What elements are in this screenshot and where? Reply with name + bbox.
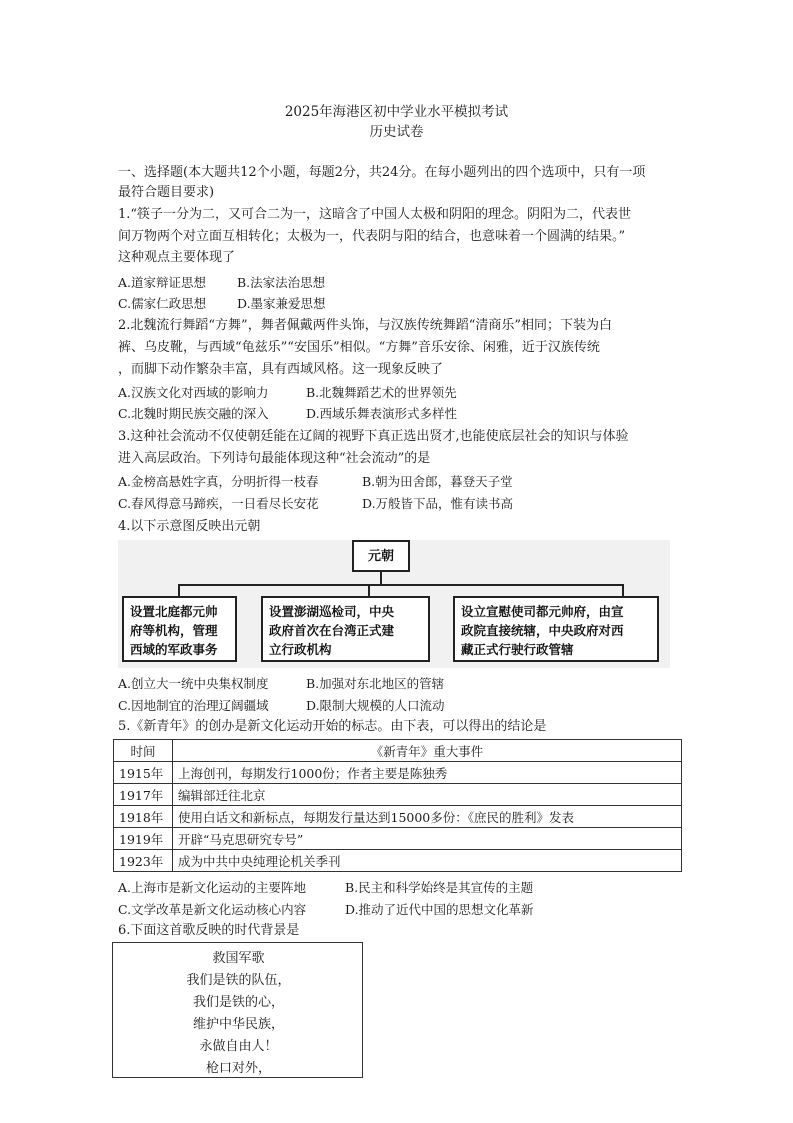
diagram-box-line: 设立宣慰使司都元帅府，由宣	[461, 604, 624, 619]
table-header-cell: 时间	[114, 740, 173, 762]
section-instructions-line2: 最符合题目要求)	[118, 185, 215, 200]
q4-option-c: C.因地制宜的治理辽阔疆域	[118, 698, 269, 713]
diagram-box-line: 立行政机构	[269, 642, 332, 657]
xinqingnian-events-table	[113, 739, 682, 872]
table-row	[114, 806, 682, 828]
diagram-root-box: 元朝	[352, 540, 410, 572]
exam-subtitle: 历史试卷	[369, 124, 424, 140]
q1-option-c: C.儒家仁政思想	[118, 296, 207, 311]
q3-option-a: A.金榜高悬姓字真，分明折得一枝春	[118, 474, 319, 489]
table-row	[114, 784, 682, 806]
q2-stem-line3: ，而脚下动作繁杂丰富，具有西域风格。这一现象反映了	[118, 362, 444, 377]
yuan-dynasty-diagram	[118, 540, 670, 668]
table-cell-event: 使用白话文和新标点，每期发行量达到15000多份：《庶民的胜利》发表	[173, 806, 682, 828]
diagram-box-line: 政院直接统辖，中央政府对西	[461, 623, 624, 638]
q5-option-a: A.上海市是新文化运动的主要阵地	[118, 880, 307, 895]
q5-option-c: C.文学改革是新文化运动核心内容	[118, 902, 307, 917]
song-title: 救国军歌	[212, 951, 265, 966]
table-cell-year: 1915年	[114, 762, 173, 784]
table-row	[114, 850, 682, 872]
q3-stem-line1: 3.这种社会流动不仅使朝廷能在辽阔的视野下真正选出贤才,也能使底层社会的知识与体验	[118, 429, 629, 444]
q5-stem: 5.《新青年》的创办是新文化运动开始的标志。由下表，可以得出的结论是	[118, 719, 547, 734]
diagram-box-beiting	[122, 596, 237, 662]
q4-option-b: B.加强对东北地区的管辖	[306, 676, 445, 691]
q2-stem-line1: 2.北魏流行舞蹈“方舞”，舞者佩戴两件头饰，与汉族传统舞蹈“清商乐”相同；下装为白	[118, 318, 612, 333]
q3-option-c: C.春风得意马蹄疾，一日看尽长安花	[118, 496, 319, 511]
q4-option-a: A.创立大一统中央集权制度	[118, 676, 269, 691]
diagram-box-line: 西域的军政事务	[130, 642, 218, 657]
q3-option-b: B.朝为田舍郎，暮登天子堂	[362, 474, 513, 489]
q3-stem-line2: 进入高层政治。下列诗句最能体现这种“社会流动”的是	[118, 451, 431, 466]
table-cell-event: 编辑部迁往北京	[173, 784, 682, 806]
diagram-box-line: 设置北庭都元帅	[130, 604, 218, 619]
table-cell-year: 1918年	[114, 806, 173, 828]
song-line: 永做自由人！	[199, 1039, 278, 1054]
song-line: 我们是铁的心，	[192, 995, 284, 1010]
q1-option-d: D.墨家兼爱思想	[237, 296, 326, 311]
q1-stem-line3: 这种观点主要体现了	[118, 250, 236, 265]
table-cell-year: 1919年	[114, 828, 173, 850]
table-cell-event: 开辟“马克思研究专号”	[173, 828, 682, 850]
q3-option-d: D.万般皆下品，惟有读书高	[362, 496, 514, 511]
diagram-box-penghu	[261, 596, 430, 662]
table-row	[114, 762, 682, 784]
section-instructions-line1: 一、选择题(本大题共12个小题，每题2分，共24分。在每小题列出的四个选项中，只有一项	[118, 165, 646, 180]
q2-option-b: B.北魏舞蹈艺术的世界领先	[306, 385, 457, 400]
q6-stem: 6.下面这首歌反映的时代背景是	[118, 923, 300, 938]
exam-title: 2025年海港区初中学业水平模拟考试	[284, 104, 509, 120]
q2-option-d: D.西域乐舞表演形式多样性	[306, 406, 458, 421]
diagram-box-line: 府等机构，管理	[130, 623, 218, 638]
diagram-connector	[178, 584, 624, 586]
q5-option-b: B.民主和科学始终是其宣传的主题	[345, 880, 534, 895]
table-cell-event: 上海创刊，每期发行1000份；作者主要是陈独秀	[173, 762, 682, 784]
song-line: 我们是铁的队伍，	[186, 973, 291, 988]
song-line: 枪口对外，	[205, 1061, 271, 1076]
table-header-cell: 《新青年》重大事件	[173, 740, 682, 762]
q2-stem-line2: 裤、乌皮靴，与西域“龟兹乐”“安国乐”相似。“方舞”音乐安徐、闲雅，近于汉族传统	[118, 340, 600, 355]
diagram-box-xuanwei	[453, 596, 659, 662]
q1-stem-line1: 1.“筷子一分为二，又可合二为一，这暗含了中国人太极和阴阳的理念。阴阳为二，代表世	[118, 207, 632, 222]
q4-stem: 4.以下示意图反映出元朝	[118, 519, 261, 534]
q1-option-a: A.道家辩证思想	[118, 275, 207, 290]
table-cell-event: 成为中共中央纯理论机关季刊	[173, 850, 682, 872]
table-cell-year: 1917年	[114, 784, 173, 806]
table-header-row	[114, 740, 682, 762]
q2-option-a: A.汉族文化对西域的影响力	[118, 385, 269, 400]
song-line: 维护中华民族，	[192, 1017, 284, 1032]
table-row	[114, 828, 682, 850]
diagram-box-line: 政府首次在台湾正式建	[269, 623, 395, 638]
q2-option-c: C.北魏时期民族交融的深入	[118, 406, 269, 421]
table-cell-year: 1923年	[114, 850, 173, 872]
q1-stem-line2: 间万物两个对立面互相转化；太极为一，代表阴与阳的结合，也意味着一个圆满的结果。”	[118, 229, 626, 244]
song-lyrics-box	[112, 942, 363, 1078]
q1-option-b: B.法家法治思想	[237, 275, 326, 290]
diagram-box-line: 设置澎湖巡检司，中央	[269, 604, 395, 619]
q5-option-d: D.推动了近代中国的思想文化革新	[345, 902, 534, 917]
diagram-box-line: 藏正式行驶行政管辖	[461, 642, 574, 657]
q4-option-d: D.限制大规模的人口流动	[306, 698, 445, 713]
